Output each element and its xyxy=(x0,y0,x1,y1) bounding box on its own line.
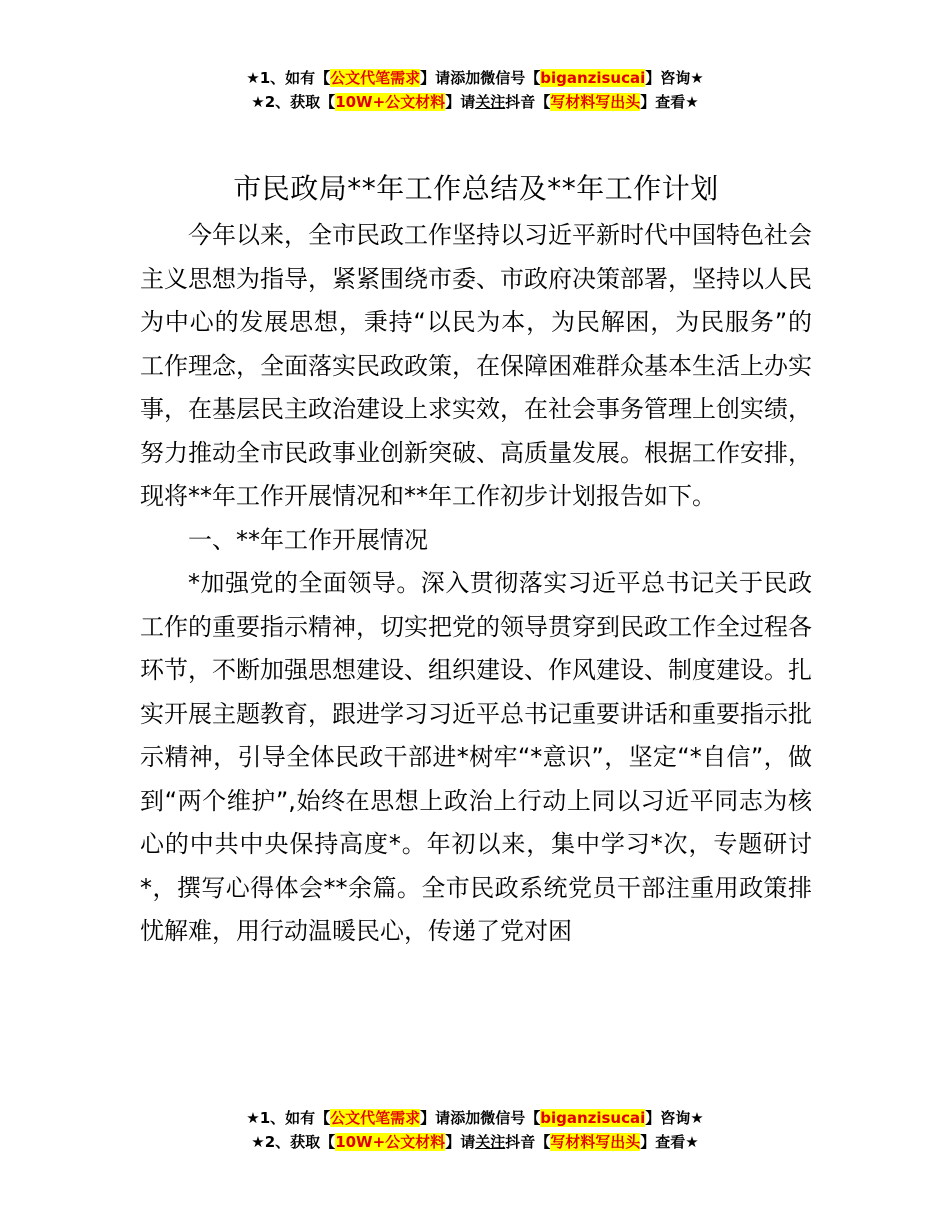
banner-douyin-id: 写材料写出头 xyxy=(550,1133,641,1151)
footer-banner xyxy=(0,1106,950,1154)
document-body xyxy=(140,166,812,954)
section-paragraph: *加强党的全面领导。深入贯彻落实习近平总书记关于民政工作的重要指示精神，切实把党的领导贯穿到民政工作全过程各环节，不断加强思想建设、组织建设、作风建设、制度建设。扎实开展主题教育，跟进学习习近平总书记重要讲话和重要指示批示精神，引导全体民政干部进*树牢“*意识”，坚定“*自信”，做到“两个维护”,始终在思想上政治上行动上同以习近平同志为核心的中共中央保持高度*。年初以来，集中学习*次，专题研讨*，撰写心得体会**余篇。全市民政系统党员干部注重用政策排忧解难，用行动温暖民心，传递了党对困 xyxy=(140,569,812,945)
banner-line-1: ★1、如有【公文代笔需求】请添加微信号【biganzisucai】咨询★ xyxy=(246,69,704,87)
banner-line-2: ★2、获取【10W+公文材料】请关注抖音【写材料写出头】查看★ xyxy=(251,1133,699,1151)
banner-highlight: 10W+公文材料 xyxy=(335,93,446,111)
banner-highlight: 10W+公文材料 xyxy=(335,1133,446,1151)
document-title: 市民政局**年工作总结及**年工作计划 xyxy=(233,172,719,205)
banner-highlight: 公文代笔需求 xyxy=(330,1109,421,1127)
banner-douyin-id: 写材料写出头 xyxy=(550,93,641,111)
banner-line-1: ★1、如有【公文代笔需求】请添加微信号【biganzisucai】咨询★ xyxy=(246,1109,704,1127)
banner-line-2: ★2、获取【10W+公文材料】请关注抖音【写材料写出头】查看★ xyxy=(251,93,699,111)
banner-highlight: 公文代笔需求 xyxy=(330,69,421,87)
banner-wechat-id: biganzisucai xyxy=(540,69,646,87)
section-heading: 一、**年工作开展情况 xyxy=(188,525,428,554)
banner-wechat-id: biganzisucai xyxy=(540,1109,646,1127)
header-banner xyxy=(0,66,950,114)
intro-paragraph: 今年以来，全市民政工作坚持以习近平新时代中国特色社会主义思想为指导，紧紧围绕市委、市政府决策部署，坚持以人民为中心的发展思想，秉持“以民为本，为民解困，为民服务”的工作理念，全面落实民政政策，在保障困难群众基本生活上办实事，在基层民主政治建设上求实效，在社会事务管理上创实绩，努力推动全市民政事业创新突破、高质量发展。根据工作安排，现将**年工作开展情况和**年工作初步计划报告如下。 xyxy=(140,221,812,510)
